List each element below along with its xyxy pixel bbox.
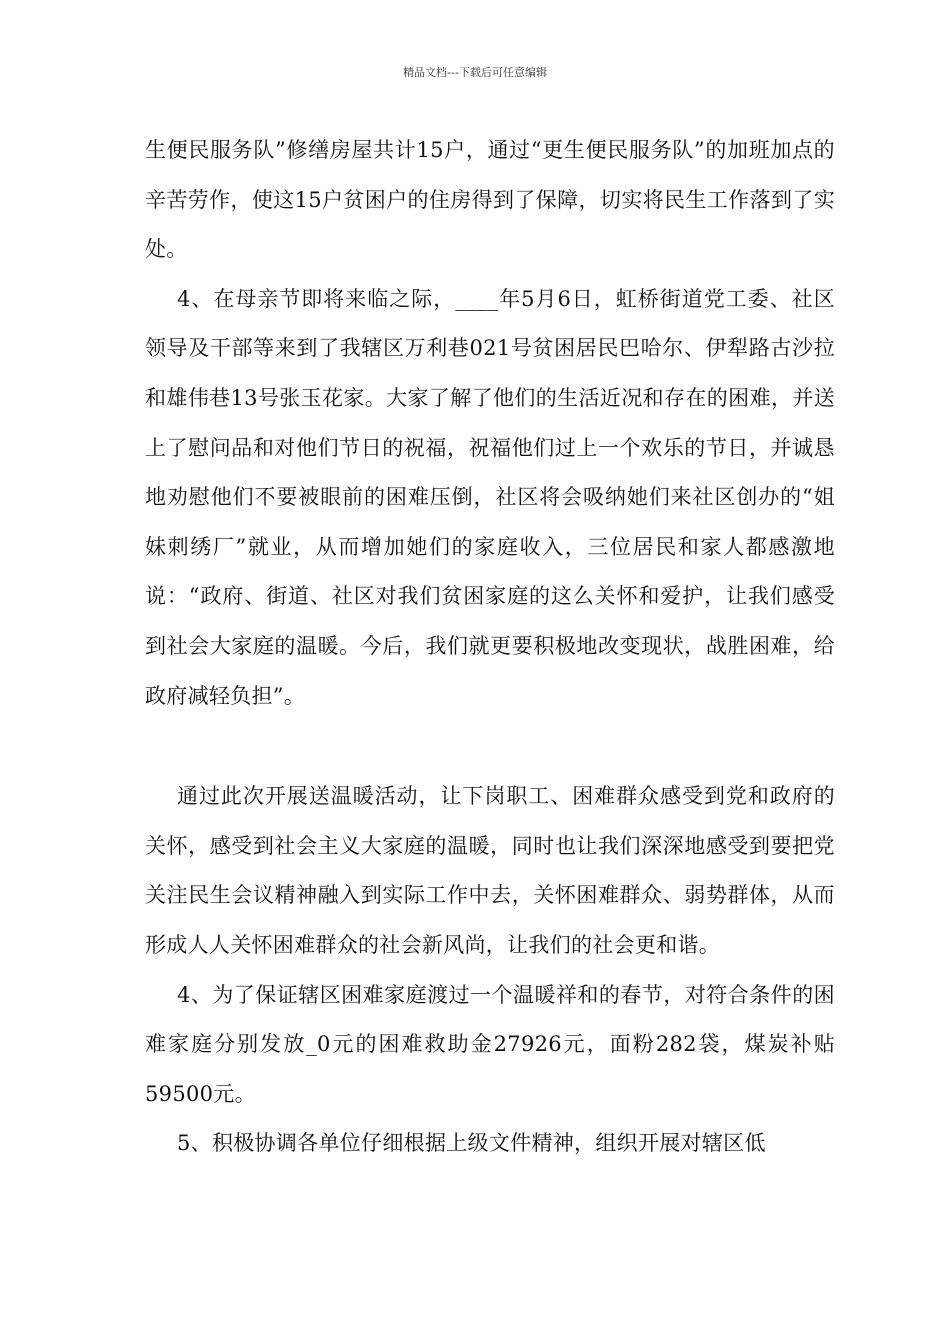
paragraph-mothers-day: 4、在母亲节即将来临之际，____年5月6日，虹桥街道党工委、社区领导及干部等来到了我辖区万利巷021号贫困居民巴哈尔、伊犁路古沙拉和雄伟巷13号张玉花家。大家了解了他们的生活近况和存在的困难，并送上了慰问品和对他们节日的祝福，祝福他们过上一个欢乐的节日，并诚恳地劝慰他们不要被眼前的困难压倒，社区将会吸纳她们来社区创办的“姐妹刺绣厂”就业，从而增加她们的家庭收入，三位居民和家人都感激地说：“政府、街道、社区对我们贫困家庭的这么关怀和爱护，让我们感受到社会大家庭的温暖。今后，我们就更要积极地改变现状，战胜困难，给政府减轻负担”。 [145,286,835,708]
paragraph-summary: 通过此次开展送温暖活动，让下岗职工、困难群众感受到党和政府的关怀，感受到社会主义大家庭的温暖，同时也让我们深深地感受到要把党关注民生会议精神融入到实际工作中去，关怀困难群众、弱势群体，从而形成人人关怀困难群众的社会新风尚，让我们的社会更和谐。 [145,784,835,957]
paragraph-continuation: 生便民服务队”修缮房屋共计15户，通过“更生便民服务队”的加班加点的辛苦劳作，使这15户贫困户的住房得到了保障，切实将民生工作落到了实处。 [145,138,835,262]
paragraph-spring-festival-aid: 4、为了保证辖区困难家庭渡过一个温暖祥和的春节，对符合条件的困难家庭分别发放_0元的困难救助金27926元，面粉282袋，煤炭补贴59500元。 [145,982,835,1106]
page-header: 精品文档---下载后可任意编辑 [403,66,547,79]
paragraph-coordination: 5、积极协调各单位仔细根据上级文件精神，组织开展对辖区低 [177,1131,766,1156]
document-body [145,126,835,1169]
